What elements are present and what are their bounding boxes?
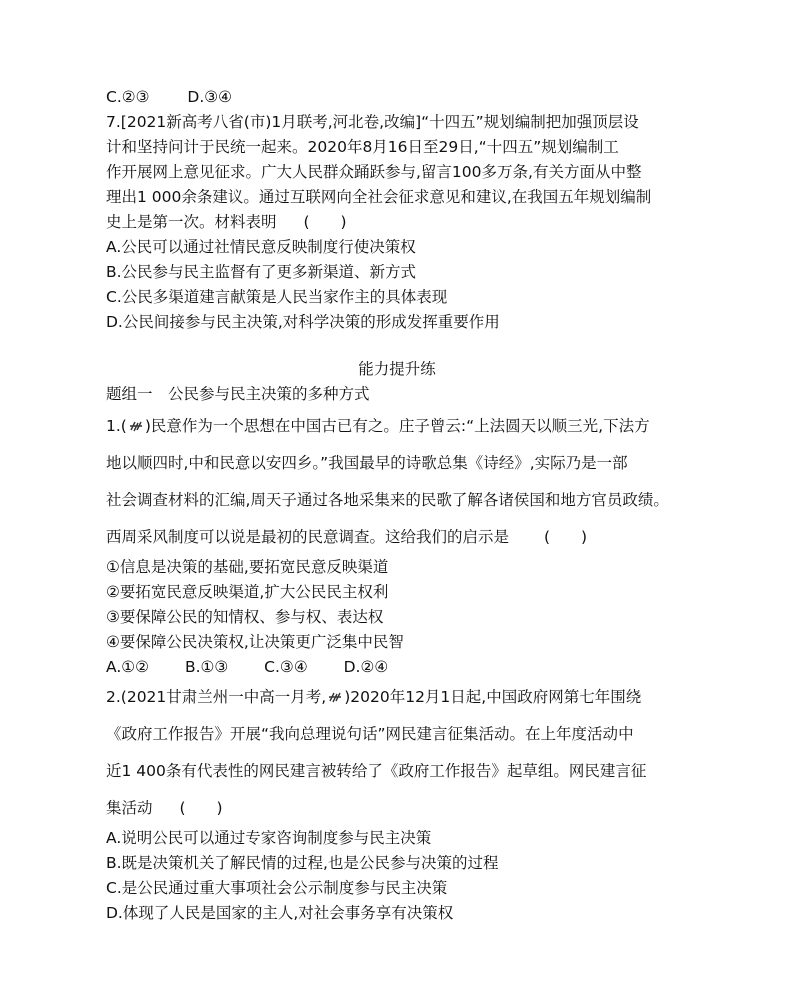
question-1-number-close: ) bbox=[144, 417, 151, 435]
answer-bracket: ( ) bbox=[543, 528, 588, 546]
question-7-option-a: A.公民可以通过社情民意反映制度行使决策权 bbox=[106, 238, 416, 256]
question-2-source: 2.(2021甘肃兰州一中高一月考, bbox=[106, 688, 327, 706]
question-7-line-3: 作开展网上意见征求。广大人民群众踊跃参与,留言100多万条,有关方面从中整 bbox=[106, 163, 642, 181]
difficulty-star-icon bbox=[128, 420, 144, 432]
question-1-item-2: ②要拓宽民意反映渠道,扩大公民民主权利 bbox=[106, 583, 389, 601]
question-6-options bbox=[106, 86, 232, 108]
question-2-option-d: D.体现了人民是国家的主人,对社会事务享有决策权 bbox=[106, 904, 454, 922]
answer-bracket: ( ) bbox=[179, 799, 223, 817]
question-1-item-4: ④要保障公民决策权,让决策更广泛集中民智 bbox=[106, 633, 404, 651]
question-2-line-1 bbox=[106, 686, 641, 708]
question-2-line-3: 近1 400条有代表性的网民建言被转给了《政府工作报告》起草组。网民建言征 bbox=[106, 762, 647, 780]
option-d: D.③④ bbox=[187, 88, 233, 106]
question-1-line-1 bbox=[106, 415, 650, 437]
choice-b: B.①③ bbox=[184, 658, 229, 676]
question-1-line-2: 地以顺四时,中和民意以安四乡。”我国最早的诗歌总集《诗经》,实际乃是一部 bbox=[106, 454, 628, 472]
answer-bracket: ( ) bbox=[303, 213, 347, 231]
question-1-item-1: ①信息是决策的基础,要拓宽民意反映渠道 bbox=[106, 558, 389, 576]
question-7-line-2: 计和坚持问计于民统一起来。2020年8月16日至29日,“十四五”规划编制工 bbox=[106, 138, 619, 156]
difficulty-star-icon bbox=[327, 691, 343, 703]
question-2-stem-end: 集活动 bbox=[106, 799, 153, 817]
question-7-stem-end: 史上是第一次。材料表明 bbox=[106, 213, 277, 231]
question-2-option-c: C.是公民通过重大事项社会公示制度参与民主决策 bbox=[106, 879, 448, 897]
question-1-line-4 bbox=[106, 526, 587, 548]
option-c: C.②③ bbox=[106, 88, 150, 106]
choice-a: A.①② bbox=[106, 658, 150, 676]
question-1-stem-start: 民意作为一个思想在中国古已有之。庄子曾云:“上法圆天以顺三光,下法方 bbox=[150, 417, 650, 435]
question-1-number: 1.( bbox=[106, 417, 127, 435]
question-2-line-2: 《政府工作报告》开展“我向总理说句话”网民建言征集活动。在上年度活动中 bbox=[106, 725, 634, 743]
topic-group-heading: 题组一 公民参与民主决策的多种方式 bbox=[106, 385, 370, 403]
question-7-line-5 bbox=[106, 211, 347, 233]
question-7-option-c: C.公民多渠道建言献策是人民当家作主的具体表现 bbox=[106, 288, 448, 306]
question-7-option-d: D.公民间接参与民主决策,对科学决策的形成发挥重要作用 bbox=[106, 313, 500, 331]
section-title: 能力提升练 bbox=[358, 360, 436, 378]
question-2-option-a: A.说明公民可以通过专家咨询制度参与民主决策 bbox=[106, 829, 432, 847]
question-1-item-3: ③要保障公民的知情权、参与权、表达权 bbox=[106, 608, 384, 626]
choice-d: D.②④ bbox=[343, 658, 389, 676]
question-1-stem-end: 西周采风制度可以说是最初的民意调查。这给我们的启示是 bbox=[106, 528, 510, 546]
question-2-option-b: B.既是决策机关了解民情的过程,也是公民参与决策的过程 bbox=[106, 854, 499, 872]
choice-c: C.③④ bbox=[264, 658, 308, 676]
question-1-line-3: 社会调查材料的汇编,周天子通过各地采集来的民歌了解各诸侯国和地方官员政绩。 bbox=[106, 491, 669, 509]
question-2-line-4 bbox=[106, 797, 223, 819]
question-1-choices bbox=[106, 656, 388, 678]
question-7-line-4: 理出1 000余条建议。通过互联网向全社会征求意见和建议,在我国五年规划编制 bbox=[106, 188, 652, 206]
question-2-stem-start: )2020年12月1日起,中国政府网第七年围绕 bbox=[344, 688, 642, 706]
question-7-line-1: 7.[2021新高考八省(市)1月联考,河北卷,改编]“十四五”规划编制把加强顶层设 bbox=[106, 113, 639, 131]
question-7-option-b: B.公民参与民主监督有了更多新渠道、新方式 bbox=[106, 263, 417, 281]
